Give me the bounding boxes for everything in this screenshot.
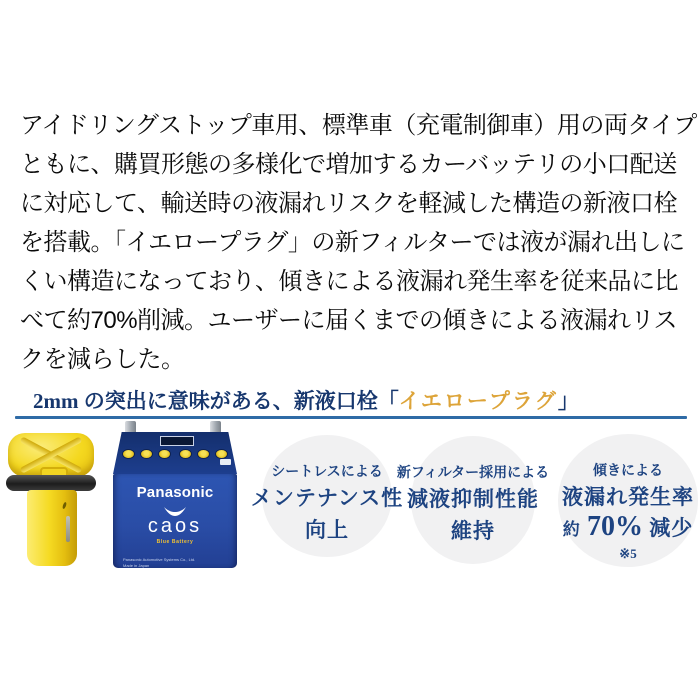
vent-cap <box>179 449 192 459</box>
battery-fine-print <box>113 557 195 569</box>
vent-cap <box>140 449 153 459</box>
footnote-marker: ※5 <box>619 546 637 561</box>
percent-value: 70% <box>587 511 643 542</box>
plug-detail-slit <box>66 516 70 542</box>
heading-underline-rule <box>15 416 687 419</box>
plug-cap <box>8 433 94 477</box>
intro-paragraph: アイドリングストップ車用、標準車（充電制御車）用の両タイプともに、購買形態の多様化で増加するカーバッテリの小口配送に対応して、輸送時の液漏れリスクを軽減した構造の新液口栓を搭載。「イエロープラグ」の新フィルターでは液が漏れ出しにくい構造になっており、傾きによる液漏れ発生率を従来品に比べて約70%削減。ユーザーに届くまでの傾きによる液漏れリスクを減らした。 <box>20 112 697 373</box>
caos-wing-icon <box>163 505 187 515</box>
vent-cap <box>158 449 171 459</box>
vent-cap <box>197 449 210 459</box>
section-heading <box>33 385 693 415</box>
heading-highlight-yellow-plug: イエロープラグ <box>398 389 558 413</box>
benefit-qualifier: 傾きによる <box>593 464 663 479</box>
blue-battery-label: Blue Battery <box>156 539 194 545</box>
vent-cap <box>215 449 228 459</box>
battery-top-face <box>113 432 237 474</box>
benefit-percent-line <box>548 512 700 545</box>
benefit-fluid-reduction <box>393 436 553 546</box>
yellow-plug-image <box>6 431 98 569</box>
benefit-maintenance <box>247 435 407 545</box>
plug-detail-dot <box>62 502 67 510</box>
heading-suffix: 」 <box>557 389 579 413</box>
benefit-text <box>548 434 700 562</box>
benefit-text <box>247 435 407 545</box>
benefit-text <box>393 436 553 546</box>
battery-front-face <box>113 474 237 568</box>
caos-logo: caos <box>147 515 203 537</box>
decrease-label: 減少 <box>649 516 694 540</box>
benefit-main-line1: メンテナンス性 <box>250 486 404 510</box>
approx-label: 約 <box>562 520 581 539</box>
battery-top-label <box>160 436 194 446</box>
benefit-main-line2: 維持 <box>451 519 495 543</box>
benefit-qualifier: シートレスによる <box>271 465 383 480</box>
benefit-leak-rate <box>548 434 700 562</box>
benefit-main-line1: 減液抑制性能 <box>407 487 539 511</box>
battery-vent-caps <box>122 449 228 459</box>
benefit-main-line1: 液漏れ発生率 <box>562 485 694 509</box>
plug-body <box>27 490 77 566</box>
heading-prefix: 2mm の突出に意味がある、新液口栓「 <box>33 389 399 413</box>
plug-seal-ring <box>6 475 96 491</box>
battery-side-sticker <box>220 459 231 465</box>
panasonic-logo: Panasonic <box>136 484 214 501</box>
benefit-qualifier: 新フィルター採用による <box>396 466 550 481</box>
fine-print-line2: Made in Japan <box>123 563 150 568</box>
caos-battery-image <box>113 421 237 569</box>
benefit-main-line2: 向上 <box>305 518 349 542</box>
fine-print-line1: Panasonic Automotive Systems Co., Ltd. <box>123 557 196 562</box>
vent-cap <box>122 449 135 459</box>
